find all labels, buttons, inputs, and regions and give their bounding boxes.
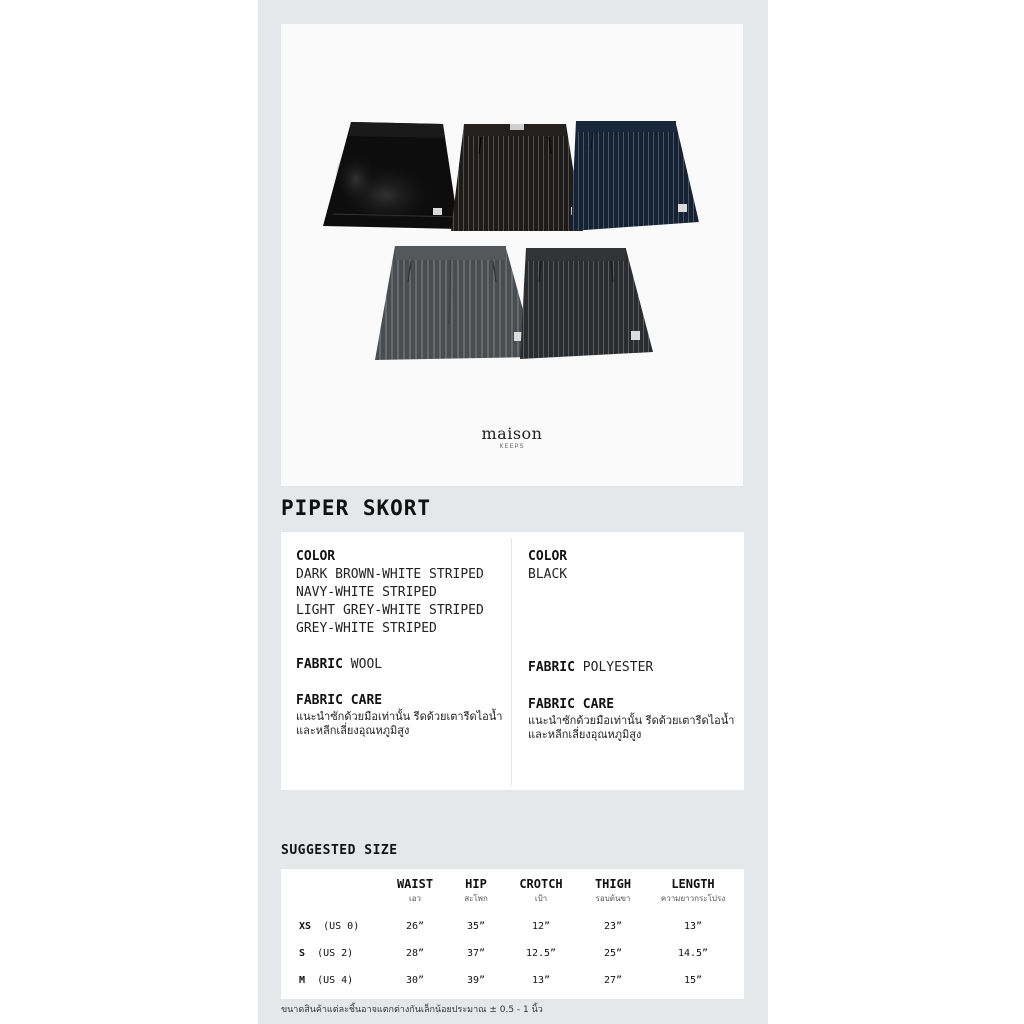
column-header-crotch: CROTCH [519, 877, 563, 891]
brand-logo-sub: KEEPS [499, 444, 525, 450]
fabric-care-text: และหลีกเลี่ยงอุณหภูมิสูง [296, 724, 410, 737]
fabric-value: WOOL [350, 657, 383, 672]
spec-card [281, 532, 744, 790]
column-subheader-waist: เอว [408, 894, 422, 903]
size-code: M [299, 975, 306, 986]
product-title: PIPER SKORT [281, 496, 432, 520]
cell-hip: 37” [466, 948, 486, 959]
fabric-heading: FABRIC [528, 660, 575, 675]
row-label-xs [299, 921, 359, 932]
column-subheader-crotch: เป้า [534, 894, 548, 903]
color-value: GREY-WHITE STRIPED [296, 621, 437, 636]
skirt-charcoal-striped [520, 248, 653, 359]
fabric-value: POLYESTER [582, 660, 654, 675]
color-heading: COLOR [296, 549, 336, 564]
color-value: LIGHT GREY-WHITE STRIPED [296, 603, 484, 618]
size-table-title: SUGGESTED SIZE [281, 843, 398, 858]
cell-waist: 28” [405, 948, 425, 959]
cell-length: 13” [683, 921, 703, 932]
fabric-care-text: แนะนำซักด้วยมือเท่านั้น รีดด้วยเตารีดไอน้ำ [296, 710, 503, 723]
skirt-black-velvet [323, 122, 459, 229]
color-heading: COLOR [528, 549, 568, 564]
row-label-m [299, 975, 353, 986]
cell-hip: 35” [466, 921, 486, 932]
size-code: S [299, 948, 306, 959]
fabric-care-heading: FABRIC CARE [528, 697, 615, 712]
column-header-hip: HIP [465, 877, 487, 891]
fabric-row [296, 656, 502, 674]
cell-thigh: 27” [603, 975, 623, 986]
cell-length: 15” [683, 975, 703, 986]
color-value: DARK BROWN-WHITE STRIPED [296, 567, 484, 582]
column-subheader-length: ความยาวกระโปรง [660, 894, 726, 903]
fabric-care-heading: FABRIC CARE [296, 693, 383, 708]
fabric-care-text: แนะนำซักด้วยมือเท่านั้น รีดด้วยเตารีดไอน้ำ [528, 714, 735, 727]
fabric-care-text: และหลีกเลี่ยงอุณหภูมิสูง [528, 728, 642, 741]
size-us: (US 4) [317, 975, 354, 986]
spec-column-right [528, 548, 734, 742]
skirts-illustration [281, 24, 743, 486]
cell-crotch: 12” [531, 921, 551, 932]
cell-thigh: 25” [603, 948, 623, 959]
cell-crotch: 12.5” [525, 948, 557, 959]
fabric-heading: FABRIC [296, 657, 343, 672]
color-value: BLACK [528, 567, 568, 582]
column-header-waist: WAIST [396, 877, 434, 891]
skirt-brown-striped [451, 124, 583, 231]
cell-waist: 30” [405, 975, 425, 986]
column-subheader-hip: สะโพก [464, 894, 488, 903]
size-us: (US 2) [317, 948, 354, 959]
cell-hip: 39” [466, 975, 486, 986]
product-photo [281, 24, 743, 486]
skirt-grey-striped [375, 246, 536, 360]
cell-thigh: 23” [603, 921, 623, 932]
skirt-navy-striped [571, 121, 699, 231]
cell-length: 14.5” [677, 948, 709, 959]
spec-column-left [296, 548, 502, 738]
size-table [281, 869, 744, 999]
column-header-length: LENGTH [671, 877, 715, 891]
brand-logo: maison [481, 424, 543, 443]
row-label-s [299, 948, 353, 959]
cell-waist: 26” [405, 921, 425, 932]
color-value: NAVY-WHITE STRIPED [296, 585, 437, 600]
fabric-row [528, 659, 734, 677]
column-subheader-thigh: รอบต้นขา [595, 894, 631, 903]
spec-divider [511, 538, 512, 786]
cell-crotch: 13” [531, 975, 551, 986]
size-code: XS [299, 921, 312, 932]
size-footnote: ขนาดสินค้าแต่ละชิ้นอาจแตกต่างกันเล็กน้อยประมาณ ± 0.5 - 1 นิ้ว [281, 1005, 543, 1015]
column-header-thigh: THIGH [594, 877, 632, 891]
size-us: (US 0) [323, 921, 360, 932]
